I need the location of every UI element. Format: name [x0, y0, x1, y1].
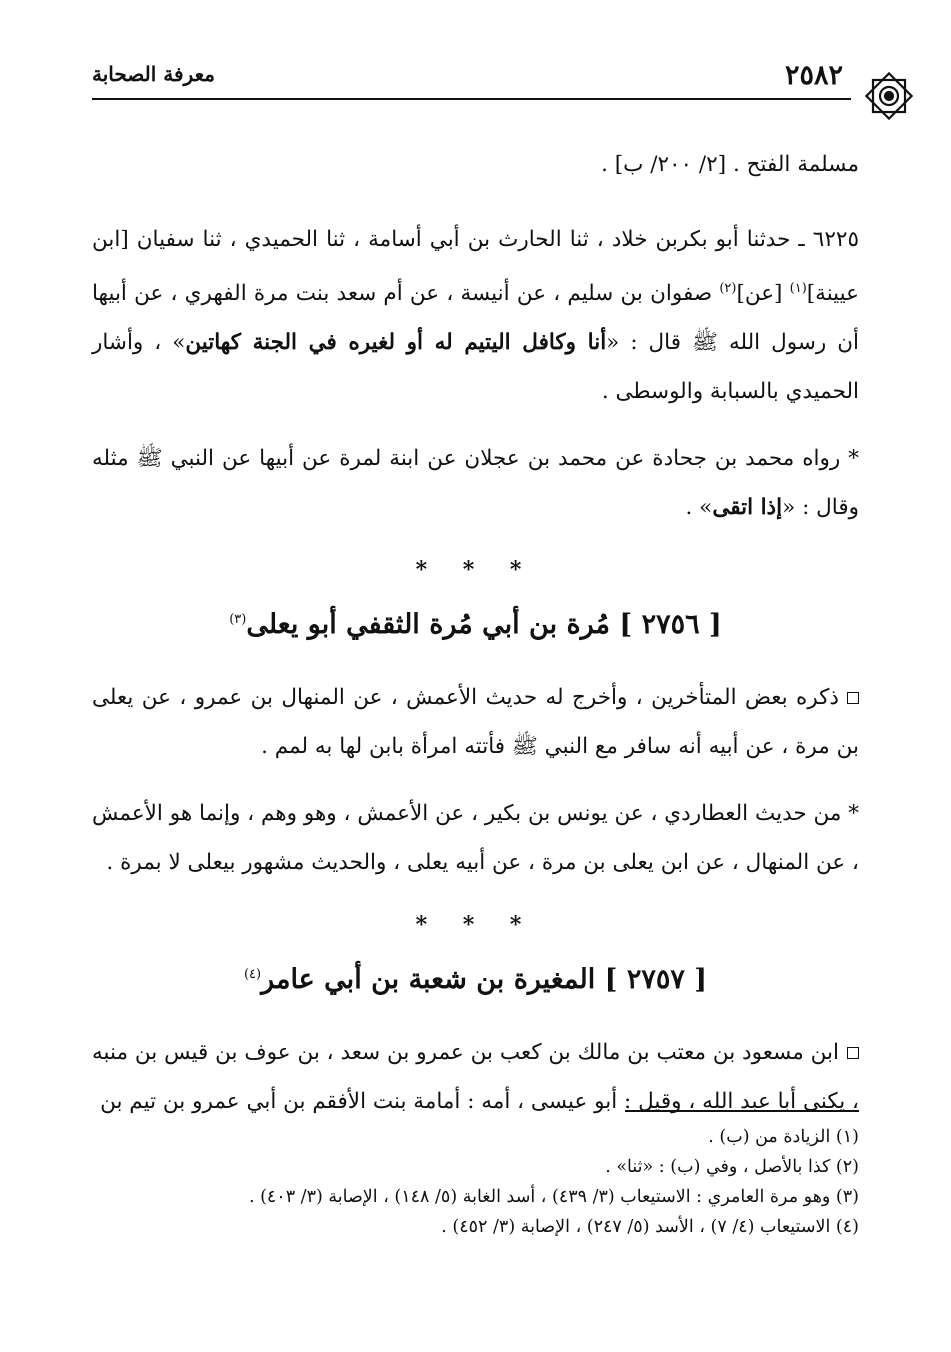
footnote: (٣) وهو مرة العامري : الاستيعاب (٣/ ٤٣٩) ، أسد الغابة (٥/ ١٤٨) ، الإصابة (٣/ ٤٠٣) .	[248, 1187, 859, 1207]
header-divider	[92, 98, 851, 100]
hadith-quote: إذا اتقى	[712, 495, 783, 521]
entry-heading	[92, 945, 859, 1010]
paragraph-text: » ، وأشار الحميدي بالسبابة والوسطى .	[92, 330, 859, 405]
heading-text: [ ٢٧٥٦ ] مُرة بن أبي مُرة الثقفي أبو يعلى	[246, 609, 722, 641]
section-separator: * * *	[415, 557, 536, 584]
square-bullet-icon	[847, 692, 859, 704]
narration-paragraph	[92, 434, 859, 532]
hadith-paragraph	[92, 215, 859, 416]
hadith-quote: أنا وكافل اليتيم له أو لغيره في الجنة كهاتين	[185, 330, 607, 356]
footnote: (٤) الاستيعاب (٤/ ٧) ، الأسد (٥/ ٢٤٧) ، الإصابة (٣/ ٤٥٢) .	[441, 1217, 859, 1237]
entry-heading	[92, 590, 859, 655]
square-bullet-icon	[847, 1047, 859, 1059]
paragraph-text: ٦٢٢٥ ـ حدثنا أبو بكربن خلاد ، ثنا الحارث بن أبي أسامة ، ثنا الحميدي ، ثنا سفيان [ابن عيينة]	[92, 227, 859, 307]
footnote-ref: (٤)	[243, 967, 262, 983]
commentary-paragraph	[92, 789, 859, 887]
ornament-icon	[861, 68, 917, 124]
heading-text: [ ٢٧٥٧ ] المغيرة بن شعبة بن أبي عامر	[261, 964, 708, 996]
paragraph-text: [عن]	[736, 281, 790, 307]
paragraph-text: مسلمة الفتح . [٢/ ٢٠٠/ ب] .	[601, 152, 859, 177]
paragraph-text: * من حديث العطاردي ، عن يونس بن بكير ، عن الأعمش ، وهو وهم ، وإنما هو الأعمش ، عن المنهال ، عن ابن يعلى بن مرة ، عن أبيه يعلى ، والحديث مشهور بيعلى لا بمرة .	[92, 801, 859, 876]
paragraph-text: ابن مسعود بن معتب بن مالك بن كعب بن عمرو بن سعد ، بن عوف بن قيس بن منبه ، يكنى أبا عبد الله ، وقيل : أبو عيسى ، أمه : أمامة بنت الأفقم بن أبي عمرو بن تيم بن	[92, 1040, 859, 1115]
main-text	[92, 140, 859, 1126]
footnote-ref: (١)	[789, 281, 807, 296]
footnote: (١) الزيادة من (ب) .	[708, 1127, 859, 1147]
page-header	[92, 56, 863, 100]
footnotes	[92, 1122, 859, 1242]
footnote: (٢) كذا بالأصل ، وفي (ب) : «ثنا» .	[605, 1157, 859, 1177]
paragraph-text: * رواه محمد بن جحادة عن محمد بن عجلان عن ابنة لمرة عن أبيها عن النبي ﷺ مثله وقال : «	[92, 446, 859, 521]
paragraph	[92, 140, 859, 189]
footnote-ref: (٣)	[229, 612, 247, 628]
page-number: ٢٥٨٢	[784, 60, 843, 91]
footnote-ref: (٢)	[719, 281, 737, 296]
footnote-divider	[625, 1110, 859, 1112]
paragraph-text: » .	[685, 495, 713, 521]
paragraph-text: صفوان بن سليم ، عن أنيسة ، عن أم سعد بنت مرة الفهري ، عن أبيها أن رسول الله ﷺ قال : «	[92, 281, 859, 356]
book-title: معرفة الصحابة	[92, 62, 215, 86]
section-separator: * * *	[415, 912, 536, 939]
paragraph-text: ذكره بعض المتأخرين ، وأخرج له حديث الأعمش ، عن المنهال بن عمرو ، عن يعلى بن مرة ، عن أبيه أنه سافر مع النبي ﷺ فأتته امرأة بابن لها به لمم .	[92, 685, 859, 760]
entry-paragraph	[92, 673, 859, 771]
